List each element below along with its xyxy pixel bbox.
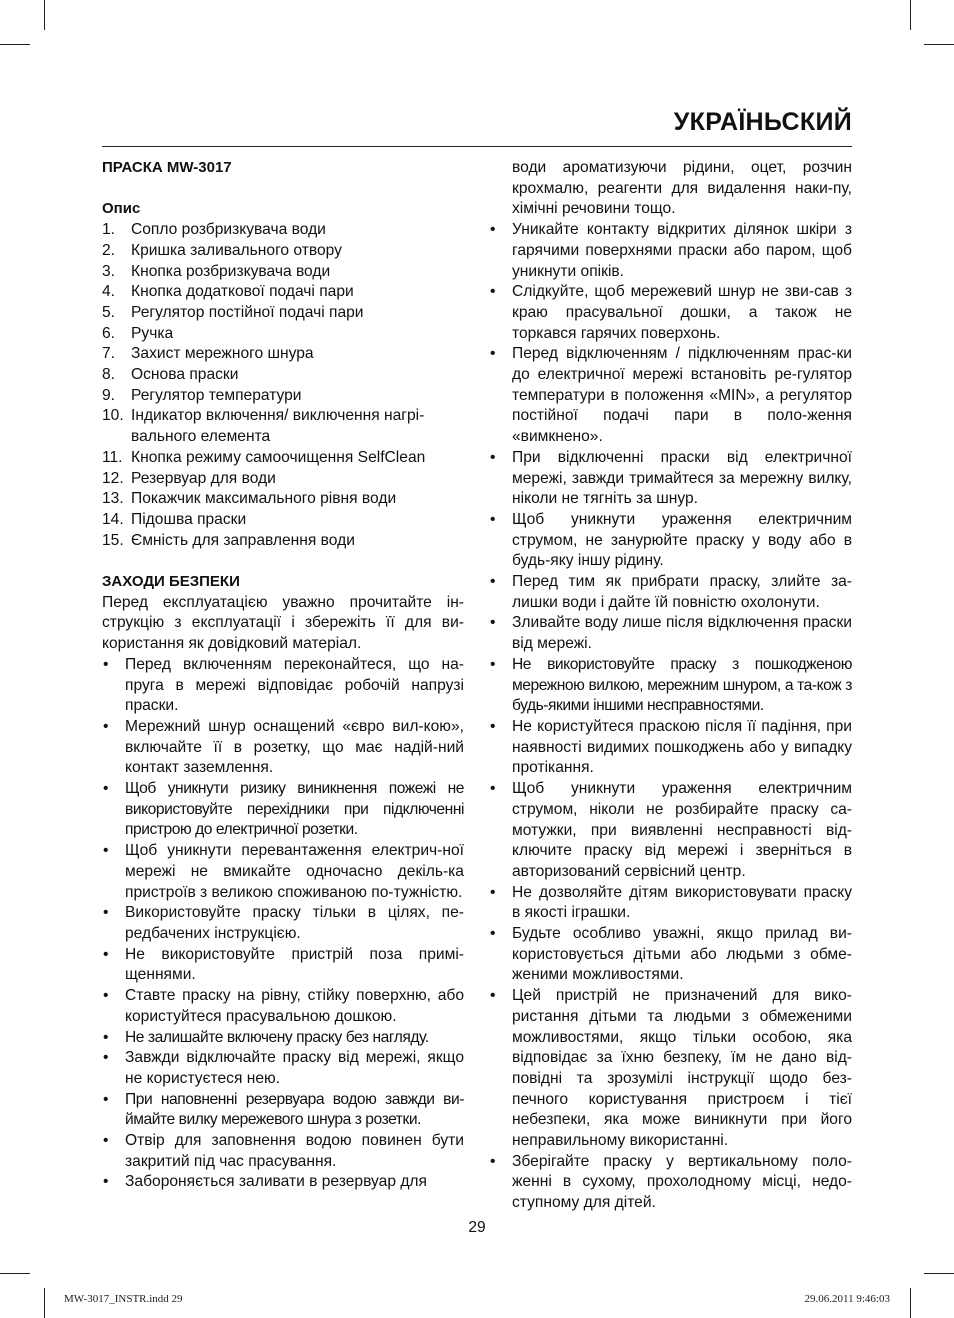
description-item <box>102 531 464 552</box>
item-number: 12. <box>102 469 124 487</box>
list-item: • Зберігайте праску у вертикальному поло-женні в сухому, прохолодному місці, недо-ступному для дітей. <box>489 1152 852 1214</box>
list-item: • Слідкуйте, щоб мережевий шнур не зви-сав з краю прасувальної дошки, а також не торкався гарячих поверхонь. <box>489 282 852 344</box>
safety-list-right <box>489 220 852 1214</box>
crop-mark <box>44 1288 45 1318</box>
list-item: • Використовуйте праску тільки в цілях, пе-редбачених інструкцією. <box>102 903 464 944</box>
description-item <box>102 386 464 407</box>
item-text: Ручка <box>131 324 174 342</box>
list-item: • Уникайте контакту відкритих ділянок шкіри з гарячими поверхнями праски або паром, щоб уникнути опіків. <box>489 220 852 282</box>
crop-mark <box>910 1288 911 1318</box>
footer-datetime: 29.06.2011 9:46:03 <box>804 1293 890 1305</box>
item-text: Сопло розбризкувача води <box>131 221 326 239</box>
safety-heading: ЗАХОДИ БЕЗПЕКИ <box>102 573 240 591</box>
crop-mark <box>924 44 954 45</box>
item-text: Кришка заливального отвору <box>131 241 342 259</box>
list-item: води ароматизуючи рідини, оцет, розчин крохмалю, реагенти для видалення наки-пу, хімічні речовини тощо. <box>512 159 852 218</box>
item-text: Кнопка розбризкувача води <box>131 262 331 280</box>
list-item: • Не використовуйте праску з пошкодженою мережною вилкою, мережним шнуром, а та-кож з будь-якими іншими несправностями. <box>489 655 852 717</box>
description-item <box>102 262 464 283</box>
list-item: • Не дозволяйте дітям використовувати праску в якості іграшки. <box>489 883 852 924</box>
safety-list-left <box>102 655 464 1193</box>
list-item: • При відключенні праски від електричної мережі, завжди тримайтеся за мережну вилку, ніколи не тягніть за шнур. <box>489 448 852 510</box>
item-number: 14. <box>102 510 124 528</box>
list-item: • Ставте праску на рівну, стійку поверхню, або користуйтеся прасувальною дошкою. <box>102 986 464 1027</box>
crop-mark <box>44 0 45 30</box>
description-item <box>102 220 464 241</box>
item-number: 5. <box>102 303 116 321</box>
list-item: • Не залишайте включену праску без нагляду. <box>102 1028 464 1049</box>
description-item <box>102 469 464 490</box>
language-title: УКРАЇНЬСКИЙ <box>673 108 852 136</box>
item-number: 11. <box>102 448 123 466</box>
item-number: 10. <box>102 407 124 425</box>
list-item: • Щоб уникнути ризику виникнення пожежі не використовуйте перехідники при підключенні пристрою до електричної розетки. <box>102 779 464 841</box>
item-text: Кнопка додаткової подачі пари <box>131 283 354 301</box>
item-text: Регулятор постійної подачі пари <box>131 303 364 321</box>
description-item <box>102 365 464 386</box>
item-number: 15. <box>102 531 124 549</box>
description-item <box>102 448 464 469</box>
description-item <box>102 510 464 531</box>
item-text: Підошва праски <box>131 510 247 528</box>
list-item: • Мережний шнур оснащений «євро вил-кою», включайте її в розетку, що має надій-ний контакт заземлення. <box>102 717 464 779</box>
list-item: • При наповненні резервуара водою завжди ви-ймайте вилку мережевого шнура з розетки. <box>102 1090 464 1131</box>
list-item: • Перед тим як прибрати праску, злийте за-лишки води і дайте їй повністю охолонути. <box>489 572 852 613</box>
item-number: 3. <box>102 262 116 280</box>
list-item: • Будьте особливо уважні, якщо прилад ви-користовується дітьми або людьми з обме-женими можливостями. <box>489 924 852 986</box>
item-number: 7. <box>102 345 116 363</box>
list-item: • Перед відключенням / підключенням прас-ки до електричної мережі встановіть ре-гулятор температури в положення «MIN», а регулятор постійної подачі пари в поло-ження «вимкнено». <box>489 344 852 448</box>
item-text: Покажчик максимального рівня води <box>131 490 397 508</box>
item-text: Індикатор включення/ виключення нагрі-вального елемента <box>131 407 425 446</box>
list-item: • Завжди відключайте праску від мережі, якщо не користуєтеся нею. <box>102 1048 464 1089</box>
description-heading: Опис <box>102 200 141 218</box>
crop-mark <box>910 0 911 30</box>
item-text: Основа праски <box>131 366 239 384</box>
crop-mark <box>0 1273 30 1274</box>
description-item <box>102 241 464 262</box>
crop-mark <box>0 44 30 45</box>
item-text: Ємність для заправлення води <box>131 531 355 549</box>
item-text: Кнопка режиму самоочищення SelfClean <box>131 448 426 466</box>
list-item: • Щоб уникнути ураження електричним струмом, ніколи не розбирайте праску са-мотужки, при виявленні несправності від-ключите праску від мережі і зверніться в авторизований сервісний центр. <box>489 779 852 883</box>
item-number: 8. <box>102 366 116 384</box>
item-text: Резервуар для води <box>131 469 276 487</box>
item-number: 6. <box>102 324 116 342</box>
description-list <box>102 220 464 551</box>
description-item <box>102 489 464 510</box>
list-item: • Щоб уникнути перевантаження електрич-ної мережі не вмикайте одночасно декіль-ка пристроїв з великою споживаною по-тужністю. <box>102 841 464 903</box>
page-number: 29 <box>468 1219 486 1236</box>
description-item <box>102 406 464 447</box>
list-item: • Цей пристрій не призначений для вико-ристання дітьми та людьми з обмеженими можливостями, якщо тільки особою, яка відповідає за їхню безпеку, їм не дано від-повідні та зрозумілі інструкції щодо без-печного користування пристроєм і тієї небезпеки, яка може виникнути при його неправильному використанні. <box>489 986 852 1152</box>
list-item: • Забороняється заливати в резервуар для <box>102 1172 464 1193</box>
item-text: Захист мережного шнура <box>131 345 314 363</box>
description-item <box>102 303 464 324</box>
safety-list-continued <box>489 158 852 220</box>
list-item: • Перед включенням переконайтеся, що на-пруга в мережі відповідає робочій напрузі праски. <box>102 655 464 717</box>
right-column <box>489 158 852 1214</box>
list-item: • Щоб уникнути ураження електричним струмом, не занурюйте праску у воду або в будь-яку іншу рідину. <box>489 510 852 572</box>
safety-intro: Перед експлуатацією уважно прочитайте ін-струкцію з експлуатації і збережіть її для ви-користання як довідковий матеріал. <box>102 593 464 653</box>
description-item <box>102 324 464 345</box>
title-divider <box>102 146 852 147</box>
item-text: Регулятор температури <box>131 386 302 404</box>
list-item: • Зливайте воду лише після відключення праски від мережі. <box>489 613 852 654</box>
list-item: • Не користуйтеся праскою після її падіння, при наявності видимих пошкоджень або у випадку протікання. <box>489 717 852 779</box>
crop-mark <box>924 1273 954 1274</box>
item-number: 13. <box>102 490 124 508</box>
item-number: 1. <box>102 221 116 239</box>
item-number: 2. <box>102 241 116 259</box>
list-item: • Отвір для заповнення водою повинен бути закритий під час прасування. <box>102 1131 464 1172</box>
item-number: 4. <box>102 283 116 301</box>
item-number: 9. <box>102 386 116 404</box>
product-title: ПРАСКА MW-3017 <box>102 159 232 176</box>
list-item: • Не використовуйте пристрій поза примі-щеннями. <box>102 945 464 986</box>
description-item <box>102 344 464 365</box>
footer-file: MW-3017_INSTR.indd 29 <box>64 1293 183 1305</box>
description-item <box>102 282 464 303</box>
left-column <box>102 158 464 1193</box>
